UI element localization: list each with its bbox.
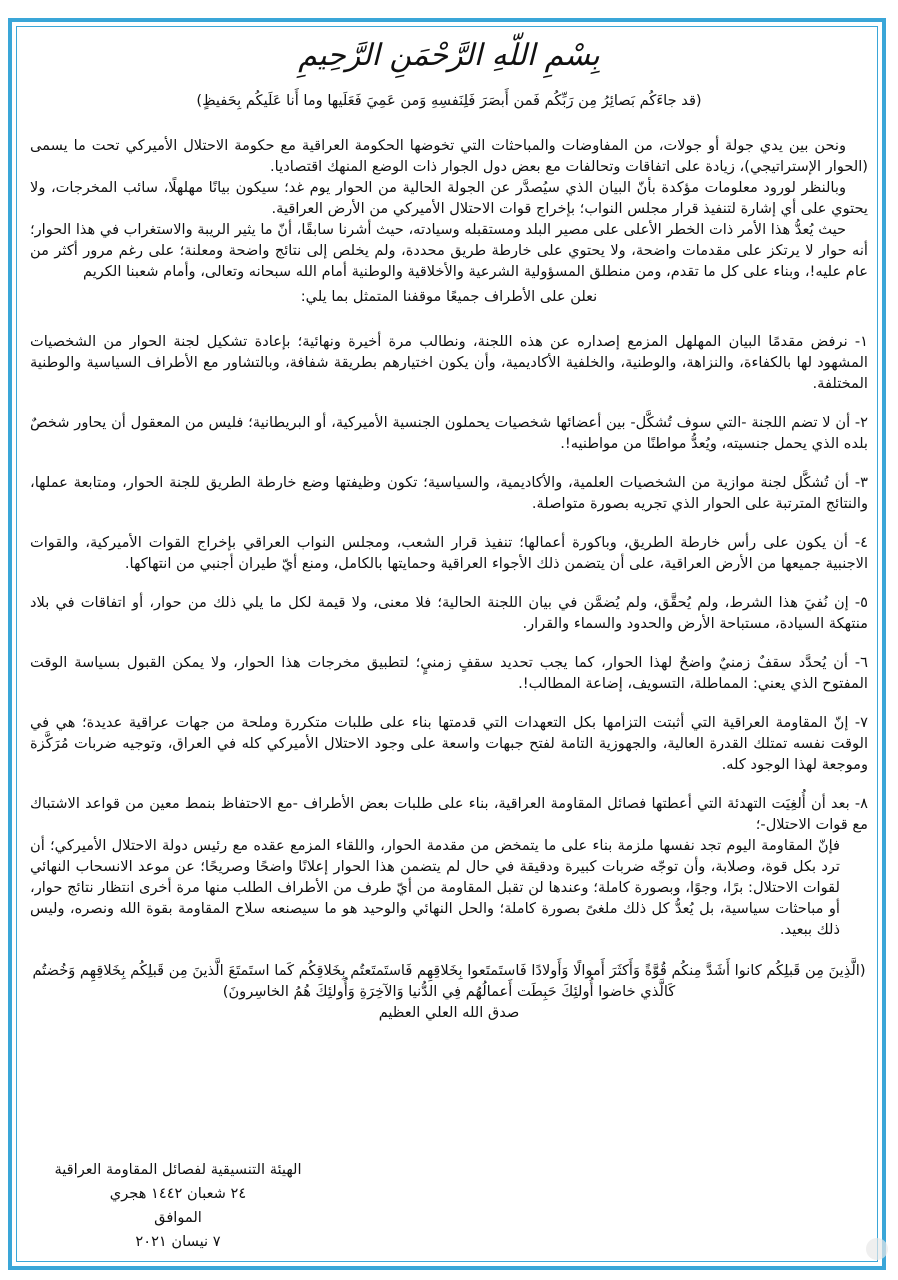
point-6: ٦- أن يُحدَّد سقفٌ زمنيٌ واضحٌ لهذا الحوار، كما يجب تحديد سقفٍ زمنيٍ؛ لتطبيق مخرجات هذا الحوار، ولا يمكن القبول بسياسة الوقت المفتوح الذي يعني: المماطلة، التسويف، إضاعة المطالب!. <box>30 654 868 692</box>
closing-verse: (الَّذِينَ مِن قَبلِكُم كانوا أَشَدَّ مِنكُم قُوَّةً وَأَكثَرَ أَموالًا وَأَولادًا فَاستَمتَعوا بِخَلاقِهِم فَاستَمتَعتُم بِخَلاقِكُم كَما استَمتَعَ الَّذينَ مِن قَبلِكُم بِخَلاقِهِم وَخُضتُم كَالَّذي خاضوا أُولئِكَ حَبِطَت أَعمالُهُم فِي الدُّنيا وَالآخِرَةِ وَأُولئِكَ هُمُ الخاسِرونَ) <box>32 962 866 1000</box>
signature-gregorian-date: ٧ نيسان ٢٠٢١ <box>135 1233 221 1250</box>
watermark-logo <box>866 1238 888 1260</box>
point-8-continuation: فإنّ المقاومة اليوم تجد نفسها ملزمة بناء على ما يتمخض من مقدمة الحوار، واللقاء المزمع عقده مع رئيس دولة الاحتلال الأميركي؛ أن ترد بكل قوة، وصلابة، وأن توجّه ضربات كبيرة ودقيقة في حال لم يتضمن هذا الحوار إعلانًا واضحًا وصريحًا؛ عن موعد الانسحاب النهائي لقوات الاحتلال: برًا، وجوًا، وبصورة كاملة؛ وعندها لن تقبل المقاومة من أيّ طرف من الأطراف الطلب منها مرة أخرى انتظار نتائج حوار، أو مباحثات سياسية، بل يُعدُّ كل ذلك ملغىً بصورة كاملة؛ والحل النهائي والوحيد هو ما سيصنعه سلاح المقاومة بقوة الله ونصره، وليس ذلك ببعيد. <box>30 837 840 938</box>
statement-body <box>30 28 868 1023</box>
signature-organization: الهيئة التنسيقية لفصائل المقاومة العراقية <box>54 1161 302 1178</box>
point-5: ٥- إن نُفيَ هذا الشرط، ولم يُحقَّق، ولم يُضمَّن في بيان اللجنة الحالية؛ فلا معنى، ولا قيمة لكل ما يلي ذلك من حوار، أو اتفاقات في بلاد منتهكة السيادة، مستباحة الأرض والحدود والسماء والقرار. <box>30 594 868 632</box>
intro-paragraph-1: ونحن بين يدي جولة أو جولات، من المفاوضات والمباحثات التي تخوضها الحكومة العراقية مع حكومة الاحتلال الأميركي تحت ما يسمى (الحوار الإستراتيجي)، زيادة على اتفاقات وتحالفات مع بعض دول الجوار ذات الوضع المنهك اقتصاديا. <box>30 137 868 175</box>
point-8: ٨- بعد أن أُلغِيَت التهدئة التي أعطتها فصائل المقاومة العراقية، بناء على طلبات بعض الأطراف -مع الاحتفاظ بنمط معين من قواعد الاشتباك مع قوات الاحتلال-؛ <box>30 795 868 833</box>
sadaq-line: صدق الله العلي العظيم <box>378 1004 520 1021</box>
basmala-calligraphy: بِسْمِ اللّهِ الرَّحْمَنِ الرَّحِيمِ <box>298 38 600 73</box>
intro-paragraph-3: حيث يُعدُّ هذا الأمر ذات الخطر الأعلى على مصير البلد ومستقبله وسيادته، حيث أشرنا سابقًا، أنّ ما يثير الريبة والاستغراب في هذا الحوار؛ أنه حوار لا يرتكز على مقدمات واضحة، ولا يحتوي على خارطة طريق محددة، ولم يخلص إلى نتائج واضحة ومعلنة؛ على رغم مرور أكثر من عام عليه!، وبناء على كل ما تقدم، ومن منطلق المسؤولية الشرعية والأخلاقية والوطنية أمام الله سبحانه وتعالى، وأمام شعبنا الكريم <box>30 221 868 280</box>
point-2: ٢- أن لا تضم اللجنة -التي سوف تُشكَّل- بين أعضائها شخصيات يحملون الجنسية الأميركية، أو البريطانية؛ فليس من المعقول أن يحاور شخصٌ بلده الذي يحمل جنسيته، ويُعدُّ مواطنًا من مواطنيه!. <box>30 414 868 452</box>
signature-corresponding: الموافق <box>154 1209 202 1226</box>
point-1: ١- نرفض مقدمًا البيان المهلهل المزمع إصداره عن هذه اللجنة، ونطالب مرة أخيرة ونهائية؛ بإعادة تشكيل لجنة الحوار من الشخصيات المشهود لها بالكفاءة، والنزاهة، والوطنية، والخلفية الأكاديمية، وأن يكون اختيارهم بطريقة شفافة، وبالتشاور مع الأطراف السياسية والوطنية المختلفة. <box>30 333 868 392</box>
signature-block <box>13 1158 343 1254</box>
point-4: ٤- أن يكون على رأس خارطة الطريق، وباكورة أعمالها؛ تنفيذ قرار الشعب، ومجلس النواب العراقي بإخراج القوات الأميركية، والقوات الاجنبية جميعها من الأرض العراقية، على أن يتضمن ذلك الأجواء العراقية وحمايتها بالكامل، ومنع أيّ طيران أجنبي من انتهاكها. <box>30 534 868 572</box>
point-3: ٣- أن تُشكَّل لجنة موازية من الشخصيات العلمية، والأكاديمية، والسياسية؛ تكون وظيفتها وضع خارطة الطريق للجنة الحوار، ومتابعة عملها، والنتائج المترتبة على الحوار الذي تجريه بصورة متواصلة. <box>30 474 868 512</box>
intro-paragraph-2: وبالنظر لورود معلومات مؤكدة بأنّ البيان الذي سيُصدَّر عن الجولة الحالية من الحوار يوم غد؛ سيكون بيانًا مهلهلًا، سائب المخرجات، ولا يحتوي على أي إشارة لتنفيذ قرار مجلس النواب؛ بإخراج قوات الاحتلال الأميركي من الأرض العراقية. <box>30 179 868 217</box>
opening-verse: (قد جاءَكُم بَصائِرُ مِن رَبِّكُم فَمن أَبصَرَ فَلِنَفسِهِ وَمن عَمِيَ فَعَلَيها وما أَنا عَلَيكُم بِحَفيظٍ) <box>196 92 702 109</box>
announcement-line: نعلن على الأطراف جميعًا موقفنا المتمثل بما يلي: <box>300 288 598 305</box>
signature-hijri-date: ٢٤ شعبان ١٤٤٢ هجري <box>109 1185 247 1202</box>
point-7: ٧- إنّ المقاومة العراقية التي أثبتت التزامها بكل التعهدات التي قدمتها بناء على طلبات متكررة وملحة من جهات عراقية عديدة؛ هي في الوقت نفسه تمتلك القدرة العالية، والجهوزية التامة لفتح جبهات واسعة على وجود الاحتلال الأميركي كله في العراق، وتوجيه ضربات مُرَكَّزة وموجعة لهذا الوجود كله. <box>30 714 868 773</box>
